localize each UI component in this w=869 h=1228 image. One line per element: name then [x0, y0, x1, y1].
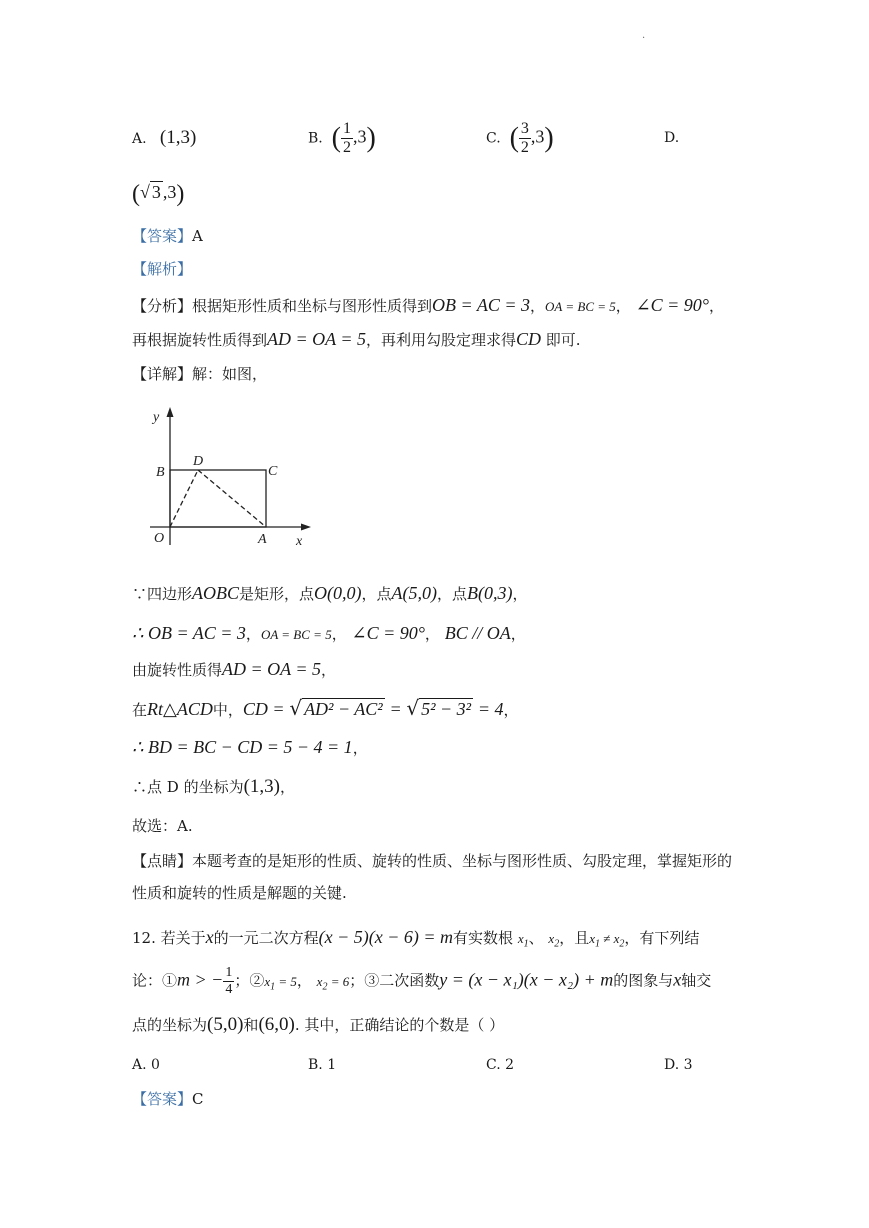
option-c-num: 3: [520, 120, 529, 137]
step-6: ∴点 D 的坐标为(1,3)，: [132, 776, 295, 797]
step-4-math-5: = 4: [477, 699, 504, 719]
fenxi-math-3: ∠C = 90°: [635, 295, 709, 315]
step-1-b: 是矩形，点: [239, 585, 315, 603]
q12-math-1: (x − 5)(x − 6) = m: [318, 927, 454, 947]
option-c-label: C.: [486, 130, 501, 147]
label-d: D: [193, 454, 204, 469]
step-3-a: 由旋转性质得: [132, 661, 223, 679]
detail-tag: 【详解】: [132, 365, 193, 383]
fenxi-line-2: [132, 327, 581, 352]
q12-line-3: [132, 1013, 504, 1037]
step-4-b: 中，: [212, 701, 243, 719]
dianjing-tag: 【点睛】: [132, 852, 193, 870]
step-7: 故选：A.: [132, 817, 193, 835]
step-4-a: 在: [132, 701, 148, 719]
option-b: B. ( $\frac{1}{2}$ ,3): [308, 120, 376, 156]
step-6-math-1: (1,3): [243, 776, 280, 797]
step-1-d: ，点: [437, 585, 468, 603]
label-y: y: [153, 410, 160, 425]
step-1-c: ，点: [361, 585, 392, 603]
y-axis-arrow: [167, 407, 174, 417]
answer-tag: 【答案】: [132, 227, 193, 245]
option-a-value: (1,3): [159, 127, 197, 148]
step-1-math-4: B(0,3): [467, 583, 513, 603]
q12-math-4: (5,0): [207, 1014, 244, 1035]
label-b: B: [156, 465, 165, 480]
rectangle-aobc: [170, 470, 266, 527]
q12-math-3: y = (x − x₁)(x − x₂) + m: [439, 969, 614, 990]
step-1-math-2: O(0,0): [314, 583, 362, 603]
q12-text-3a: 点的坐标为: [132, 1016, 208, 1034]
option-d-label: D.: [664, 130, 680, 146]
label-a: A: [258, 532, 267, 547]
step-4-math-3: AD² − AC²: [304, 699, 383, 719]
q12-answer-line: [132, 1087, 204, 1111]
step-4-math-1: Rt△ACD: [147, 699, 213, 719]
fenxi-math-4: AD = OA = 5: [267, 329, 366, 349]
fenxi-math-1: OB = AC = 3: [432, 295, 530, 315]
step-4-math-2: CD =: [242, 699, 285, 719]
q12-text-1b: 的一元二次方程: [213, 929, 319, 947]
q12-text-3c: . 其中，正确结论的个数是（ ）: [294, 1016, 505, 1034]
option-b-label: B.: [308, 130, 323, 147]
option-b-num: 1: [342, 120, 351, 137]
q12-text-2c: ；③二次函数: [349, 971, 440, 990]
q12-option-b: B. 1: [308, 1057, 337, 1073]
step-5: ∴ BD = BC − CD = 5 − 4 = 1，: [132, 737, 368, 757]
label-x: x: [296, 534, 303, 549]
step-4: 在Rt△ACD中，CD = √ AD² − AC² = √ 5² − 3² = 4，: [132, 696, 519, 720]
q12-line-2: 论：①m > − $\frac{1}{4}$ ；$②x_1 = 5$， $x_2 = 6$；③二次函数y = (x − x₁)(x − x₂) + m的图象与x轴交: [132, 965, 712, 997]
q11-answer: A: [192, 227, 203, 245]
option-d-sqrt: 3: [151, 182, 161, 202]
fenxi-math-2: OA = BC = 5: [545, 299, 616, 314]
x-axis-arrow: [301, 524, 311, 531]
step-4-math-4: 5² − 3²: [421, 699, 472, 719]
q12-text-1d: ，且: [559, 929, 590, 947]
option-c-tail: ,3: [530, 126, 545, 147]
dianjing-text-1: 本题考查的是矩形的性质、旋转的性质、坐标与图形性质、勾股定理，掌握矩形的: [192, 852, 733, 870]
option-d-value: (√ 3 ,3): [132, 181, 185, 207]
fenxi-text-1: 根据矩形性质和坐标与图形性质得到: [192, 297, 433, 315]
step-2: ∴ OB = AC = 3，OA = BC = 5， ∠C = 90°， BC // OA，: [132, 623, 526, 643]
option-c: C. ( $\frac{3}{2}$ ,3): [486, 120, 554, 156]
dianjing-line-1: [132, 849, 732, 873]
label-o: O: [154, 531, 165, 546]
q12-text-2b: ；②: [234, 971, 265, 990]
step-2-math-1: ∴ OB = AC = 3: [132, 623, 246, 643]
step-1-a: ∵四边形: [132, 585, 193, 603]
q12-answer: C: [192, 1090, 204, 1108]
fenxi-text-4: 即可.: [545, 331, 581, 349]
q12-option-d: D. 3: [664, 1057, 693, 1073]
step-1: ∵四边形AOBC是矩形，点O(0,0)，点A(5,0)，点B(0,3)，: [132, 583, 528, 603]
option-b-tail: ,3: [352, 126, 367, 147]
option-a-label: A.: [132, 131, 147, 147]
label-c: C: [268, 464, 278, 479]
step-2-math-2: OA = BC = 5: [260, 627, 332, 642]
step-2-math-3: ∠C = 90°: [351, 623, 425, 643]
fenxi-text-2: 再根据旋转性质得到: [132, 331, 268, 349]
q12-text-2e: 轴交: [681, 971, 712, 990]
q12-text-1e: ，有下列结: [624, 929, 700, 947]
fenxi-tag: 【分析】: [132, 297, 193, 315]
step-3-math-1: AD = OA = 5: [222, 659, 321, 679]
q12-option-c: C. 2: [486, 1057, 515, 1073]
step-5-math-1: ∴ BD = BC − CD = 5 − 4 = 1: [132, 737, 353, 757]
segment-od: [170, 470, 198, 527]
dianjing-line-2: 性质和旋转的性质是解题的关键.: [132, 884, 347, 902]
option-a: [132, 126, 196, 151]
step-1-math-3: A(5,0): [391, 583, 438, 603]
q11-answer-line: [132, 224, 203, 248]
segment-da: [198, 470, 266, 527]
q12-text-3b: 和: [243, 1016, 259, 1034]
q12-text-2d: 的图象与: [613, 971, 674, 990]
detail-line: [132, 362, 267, 386]
q12-text-2a: 论：①: [132, 971, 178, 990]
coordinate-figure: [150, 405, 315, 550]
q12-answer-tag: 【答案】: [132, 1090, 193, 1108]
fenxi-line-1: 【分析】根据矩形性质和坐标与图形性质得到OB = AC = 3，OA = BC = 5， ∠C = 90°，: [132, 295, 725, 315]
q12-line-1: 12. 若关于x的一元二次方程(x − 5)(x − 6) = m有实数根 $x_1$、 $x_2$，且$x_1 \ne x_2$，有下列结: [132, 927, 700, 950]
option-d-tail: ,3: [162, 182, 177, 202]
fenxi-math-5: CD: [516, 329, 542, 349]
detail-text: 解：如图，: [192, 365, 268, 383]
option-c-den: 2: [520, 139, 529, 156]
header-mark: .: [642, 30, 646, 41]
analysis-tag: 【解析】: [132, 260, 193, 278]
q12-math-2: m > −: [177, 969, 224, 990]
q12-text-1a: 12. 若关于: [132, 929, 206, 947]
fenxi-text-3: ，再利用勾股定理求得: [365, 331, 516, 349]
step-1-math-1: AOBC: [192, 583, 240, 603]
step-2-math-4: BC // OA: [444, 623, 511, 643]
step-6-a: ∴点 D 的坐标为: [132, 778, 244, 796]
q12-math-5: (6,0): [258, 1014, 295, 1035]
q12-option-a: A. 0: [132, 1057, 160, 1073]
q12-text-1c: 有实数根: [453, 929, 514, 947]
step-3: 由旋转性质得AD = OA = 5，: [132, 659, 336, 679]
option-b-den: 2: [342, 139, 351, 156]
